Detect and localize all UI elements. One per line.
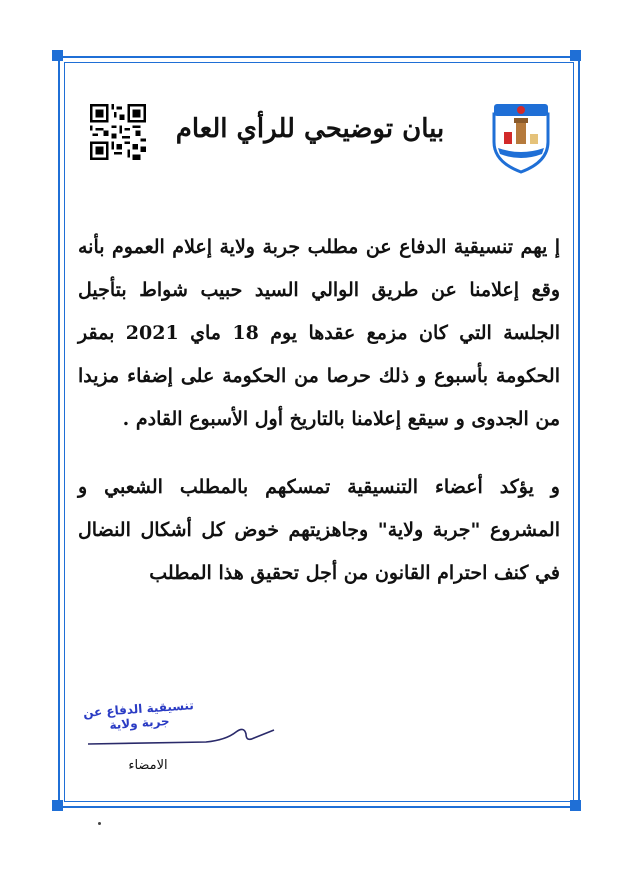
body-paragraph-1: إ يهم تنسيقية الدفاع عن مطلب جربة ولاية إعلام العموم بأنه وقع إعلامنا عن طريق الوالي السيد حبيب شواط بتأجيل الجلسة التي كان مزمع عقدها يوم 18 ماي 2021 بمقر الحكومة بأسبوع و ذلك حرصا من الحكومة على إضفاء مزيدا من الجدوى و سيقع إعلامنا بالتاريخ أول الأسبوع القادم . <box>78 236 560 430</box>
stray-dot <box>98 822 101 825</box>
frame-corner-top-left <box>52 50 63 61</box>
signature-label: الامضاء <box>128 758 168 773</box>
body-paragraph-2: و يؤكد أعضاء التنسيقية تمسكهم بالمطلب الشعبي و المشروع "جربة ولاية" وجاهزيتهم خوض كل أشكال النضال في كنف احترام القانون من أجل تحقيق هذا المطلب <box>78 476 560 584</box>
document-title: بيان توضيحي للرأي العام <box>175 114 445 144</box>
frame-corner-bottom-left <box>52 800 63 811</box>
jerba-wilaya-logo-icon <box>490 96 552 174</box>
frame-corner-top-right <box>570 50 581 61</box>
frame-corner-bottom-right <box>570 800 581 811</box>
qr-code-icon <box>90 104 146 160</box>
signature-line <box>86 722 276 752</box>
stamp-text: تنسيقية الدفاع عن جربة ولاية <box>82 698 195 733</box>
